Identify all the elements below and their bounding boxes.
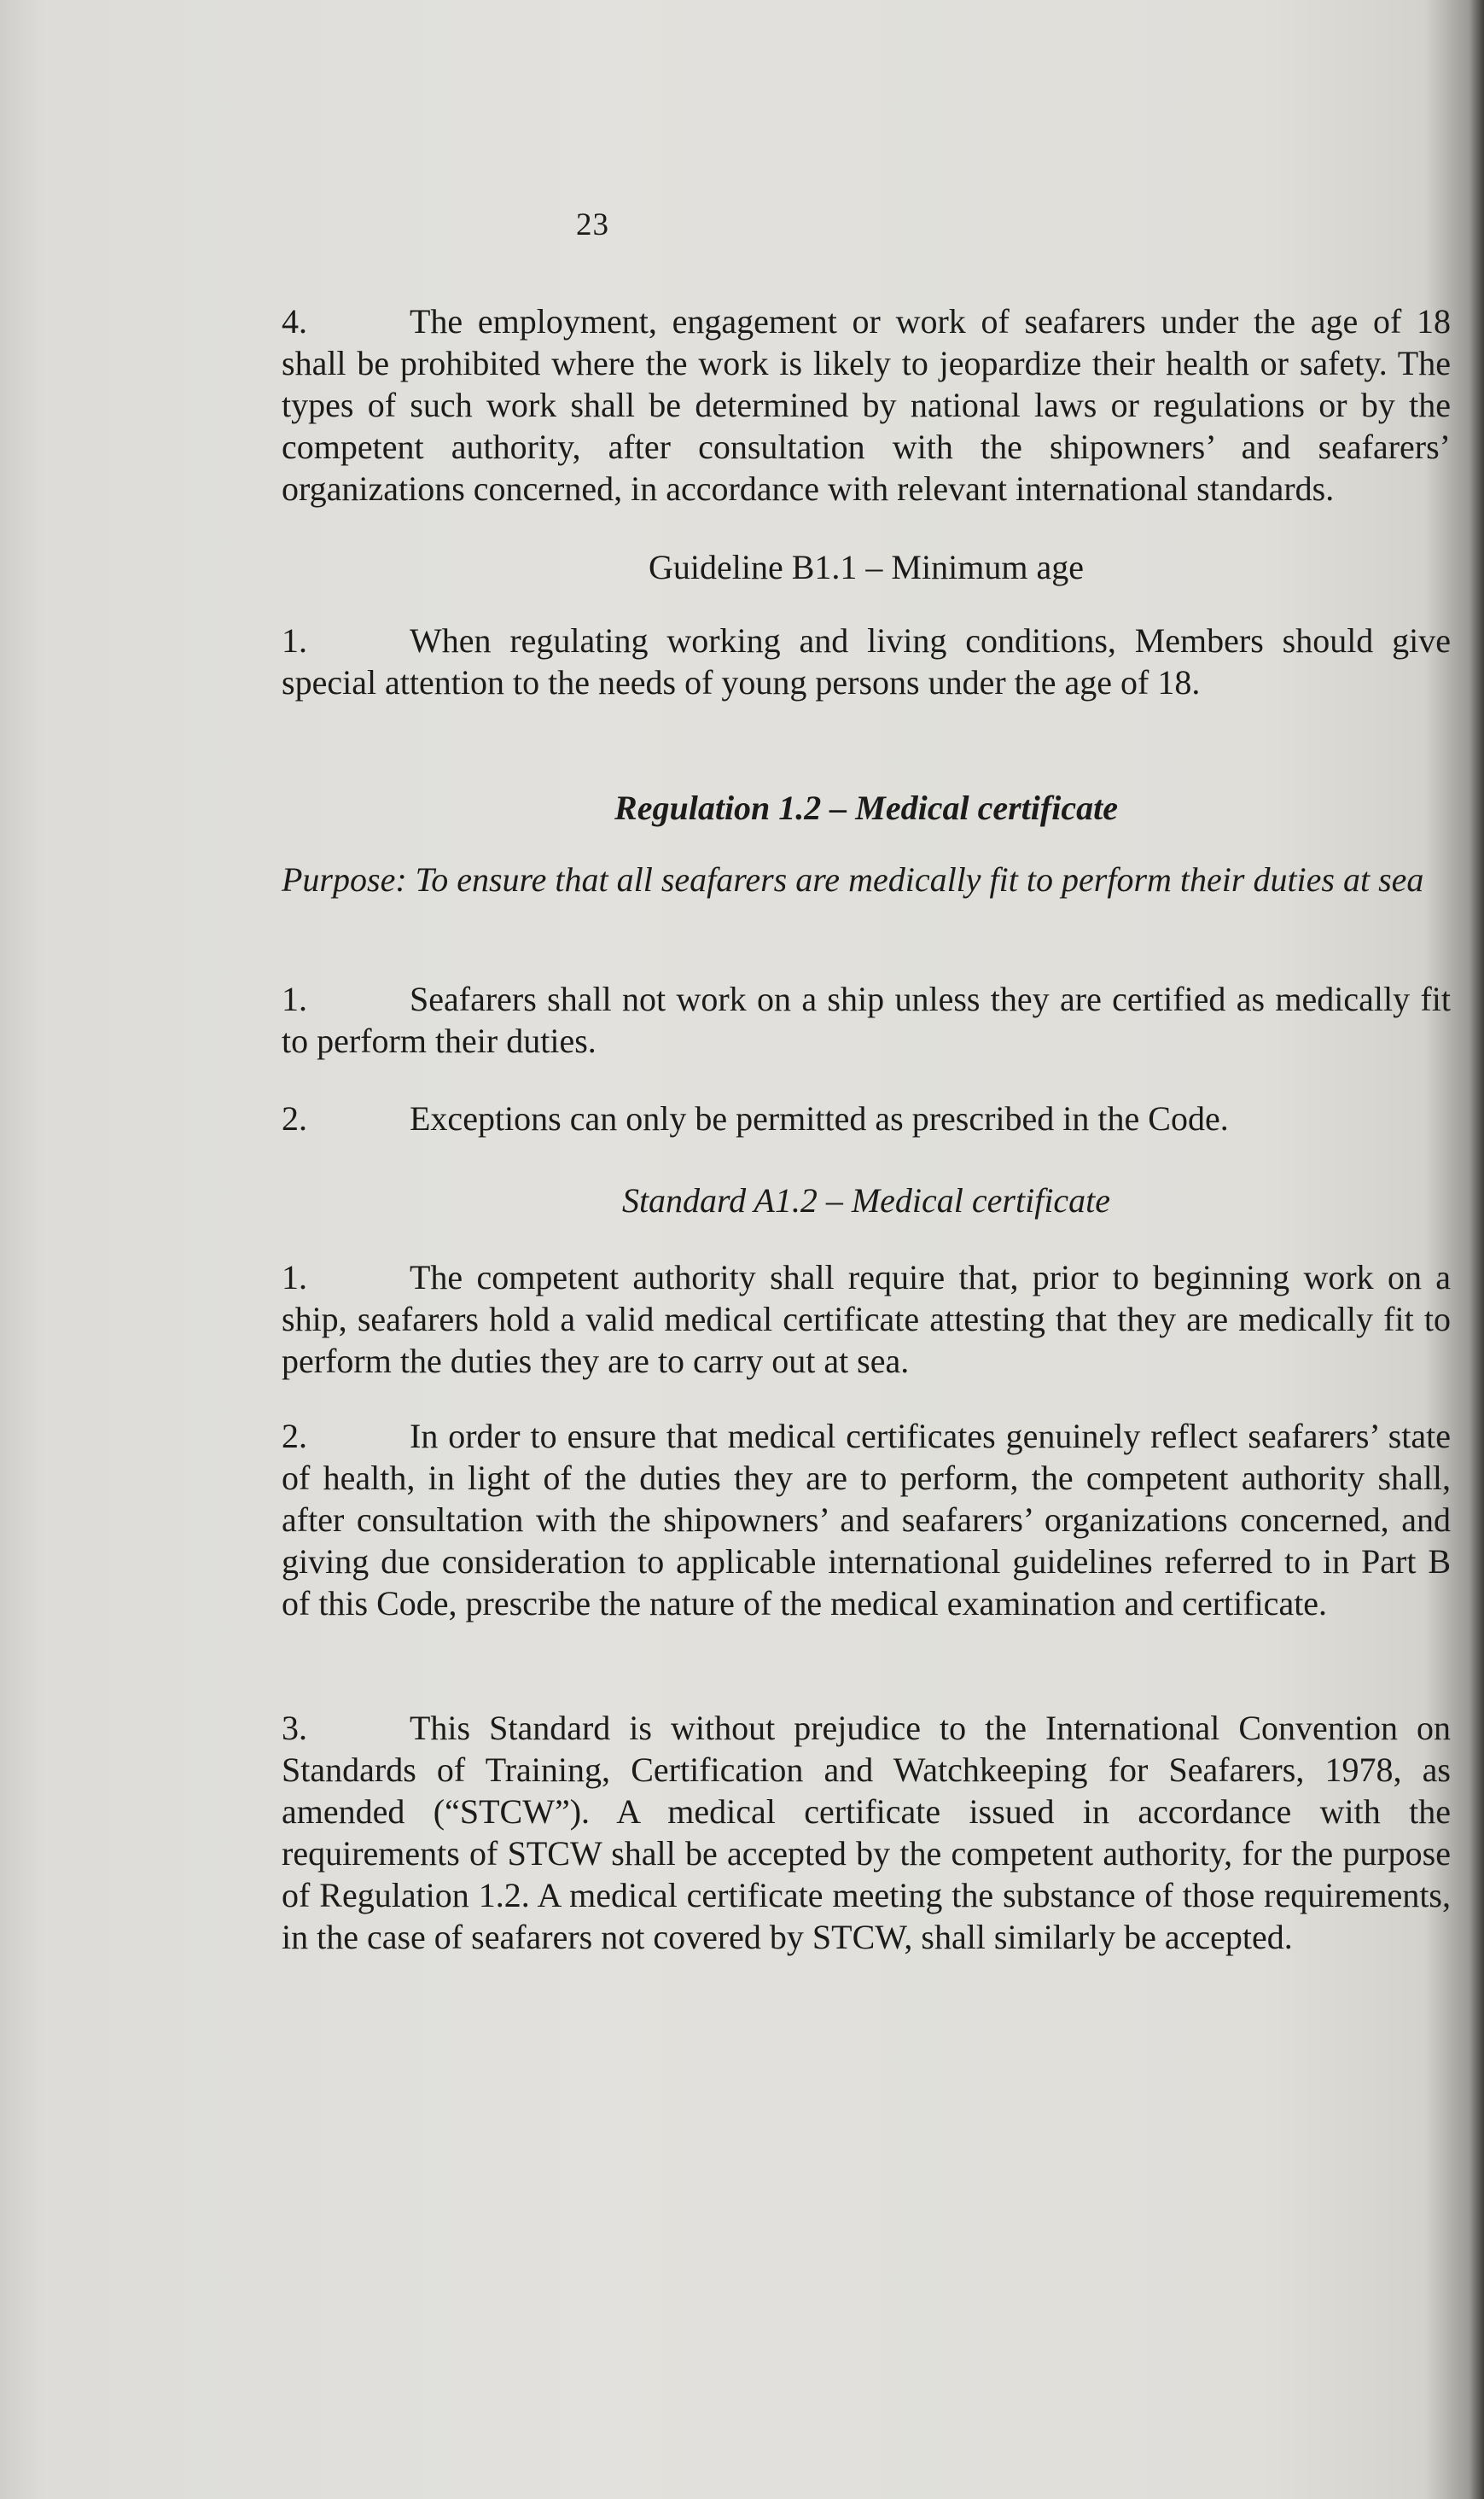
purpose-statement: Purpose: To ensure that all seafarers are medically fit to perform their duties at sea	[282, 860, 1424, 899]
paragraph-number: 1.	[282, 1258, 307, 1296]
paragraph-number: 1.	[282, 980, 307, 1018]
paragraph-4	[282, 300, 1451, 510]
regulation-paragraph-2	[282, 1098, 1451, 1139]
paragraph-text: The competent authority shall require that, prior to beginning work on a ship, seafarers hold a valid medical certificate attesting that they are medically fit to perform the duties they are to carry out at sea.	[282, 1258, 1451, 1380]
paragraph-text: The employment, engagement or work of seafarers under the age of 18 shall be prohibited where the work is likely to jeopardize their health or safety. The types of such work shall be determined by national laws or regulations or by the competent authority, after consultation with the shipowners’ and seafarers’ organizations concerned, in accordance with relevant international standards.	[282, 302, 1451, 508]
paragraph-text: Seafarers shall not work on a ship unless they are certified as medically fit to perform their duties.	[282, 980, 1451, 1060]
standard-paragraph-3	[282, 1707, 1451, 1958]
guideline-paragraph-1	[282, 620, 1451, 703]
standard-paragraph-2	[282, 1415, 1451, 1624]
paragraph-number: 3.	[282, 1709, 307, 1747]
paragraph-number: 2.	[282, 1099, 307, 1138]
paragraph-number: 2.	[282, 1417, 307, 1455]
paragraph-number: 4.	[282, 302, 307, 341]
paragraph-text: In order to ensure that medical certificates genuinely reflect seafarers’ state of health, in light of the duties they are to perform, the competent authority shall, after consultation with the shipowners’ and seafarers’ organizations concerned, and giving due consideration to applicable international guidelines referred to in Part B of this Code, prescribe the nature of the medical examination and certificate.	[282, 1417, 1451, 1622]
standard-paragraph-1	[282, 1256, 1451, 1382]
paragraph-text: When regulating working and living conditions, Members should give special attention to the needs of young persons under the age of 18.	[282, 621, 1451, 702]
standard-title: Standard A1.2 – Medical certificate	[621, 1181, 1111, 1220]
regulation-paragraph-1	[282, 978, 1451, 1062]
paragraph-text: Exceptions can only be permitted as prescribed in the Code.	[410, 1099, 1229, 1138]
page-number: 23	[576, 207, 609, 242]
regulation-title: Regulation 1.2 – Medical certificate	[614, 789, 1118, 827]
paragraph-text: This Standard is without prejudice to the International Convention on Standards of Training, Certification and Watchkeeping for Seafarers, 1978, as amended (“STCW”). A medical certificate issued in accordance with the requirements of STCW shall be accepted by the competent authority, for the purpose of Regulation 1.2. A medical certificate meeting the substance of those requirements, in the case of seafarers not covered by STCW, shall similarly be accepted.	[282, 1709, 1451, 1956]
guideline-title: Guideline B1.1 – Minimum age	[649, 548, 1084, 586]
paragraph-number: 1.	[282, 621, 307, 660]
